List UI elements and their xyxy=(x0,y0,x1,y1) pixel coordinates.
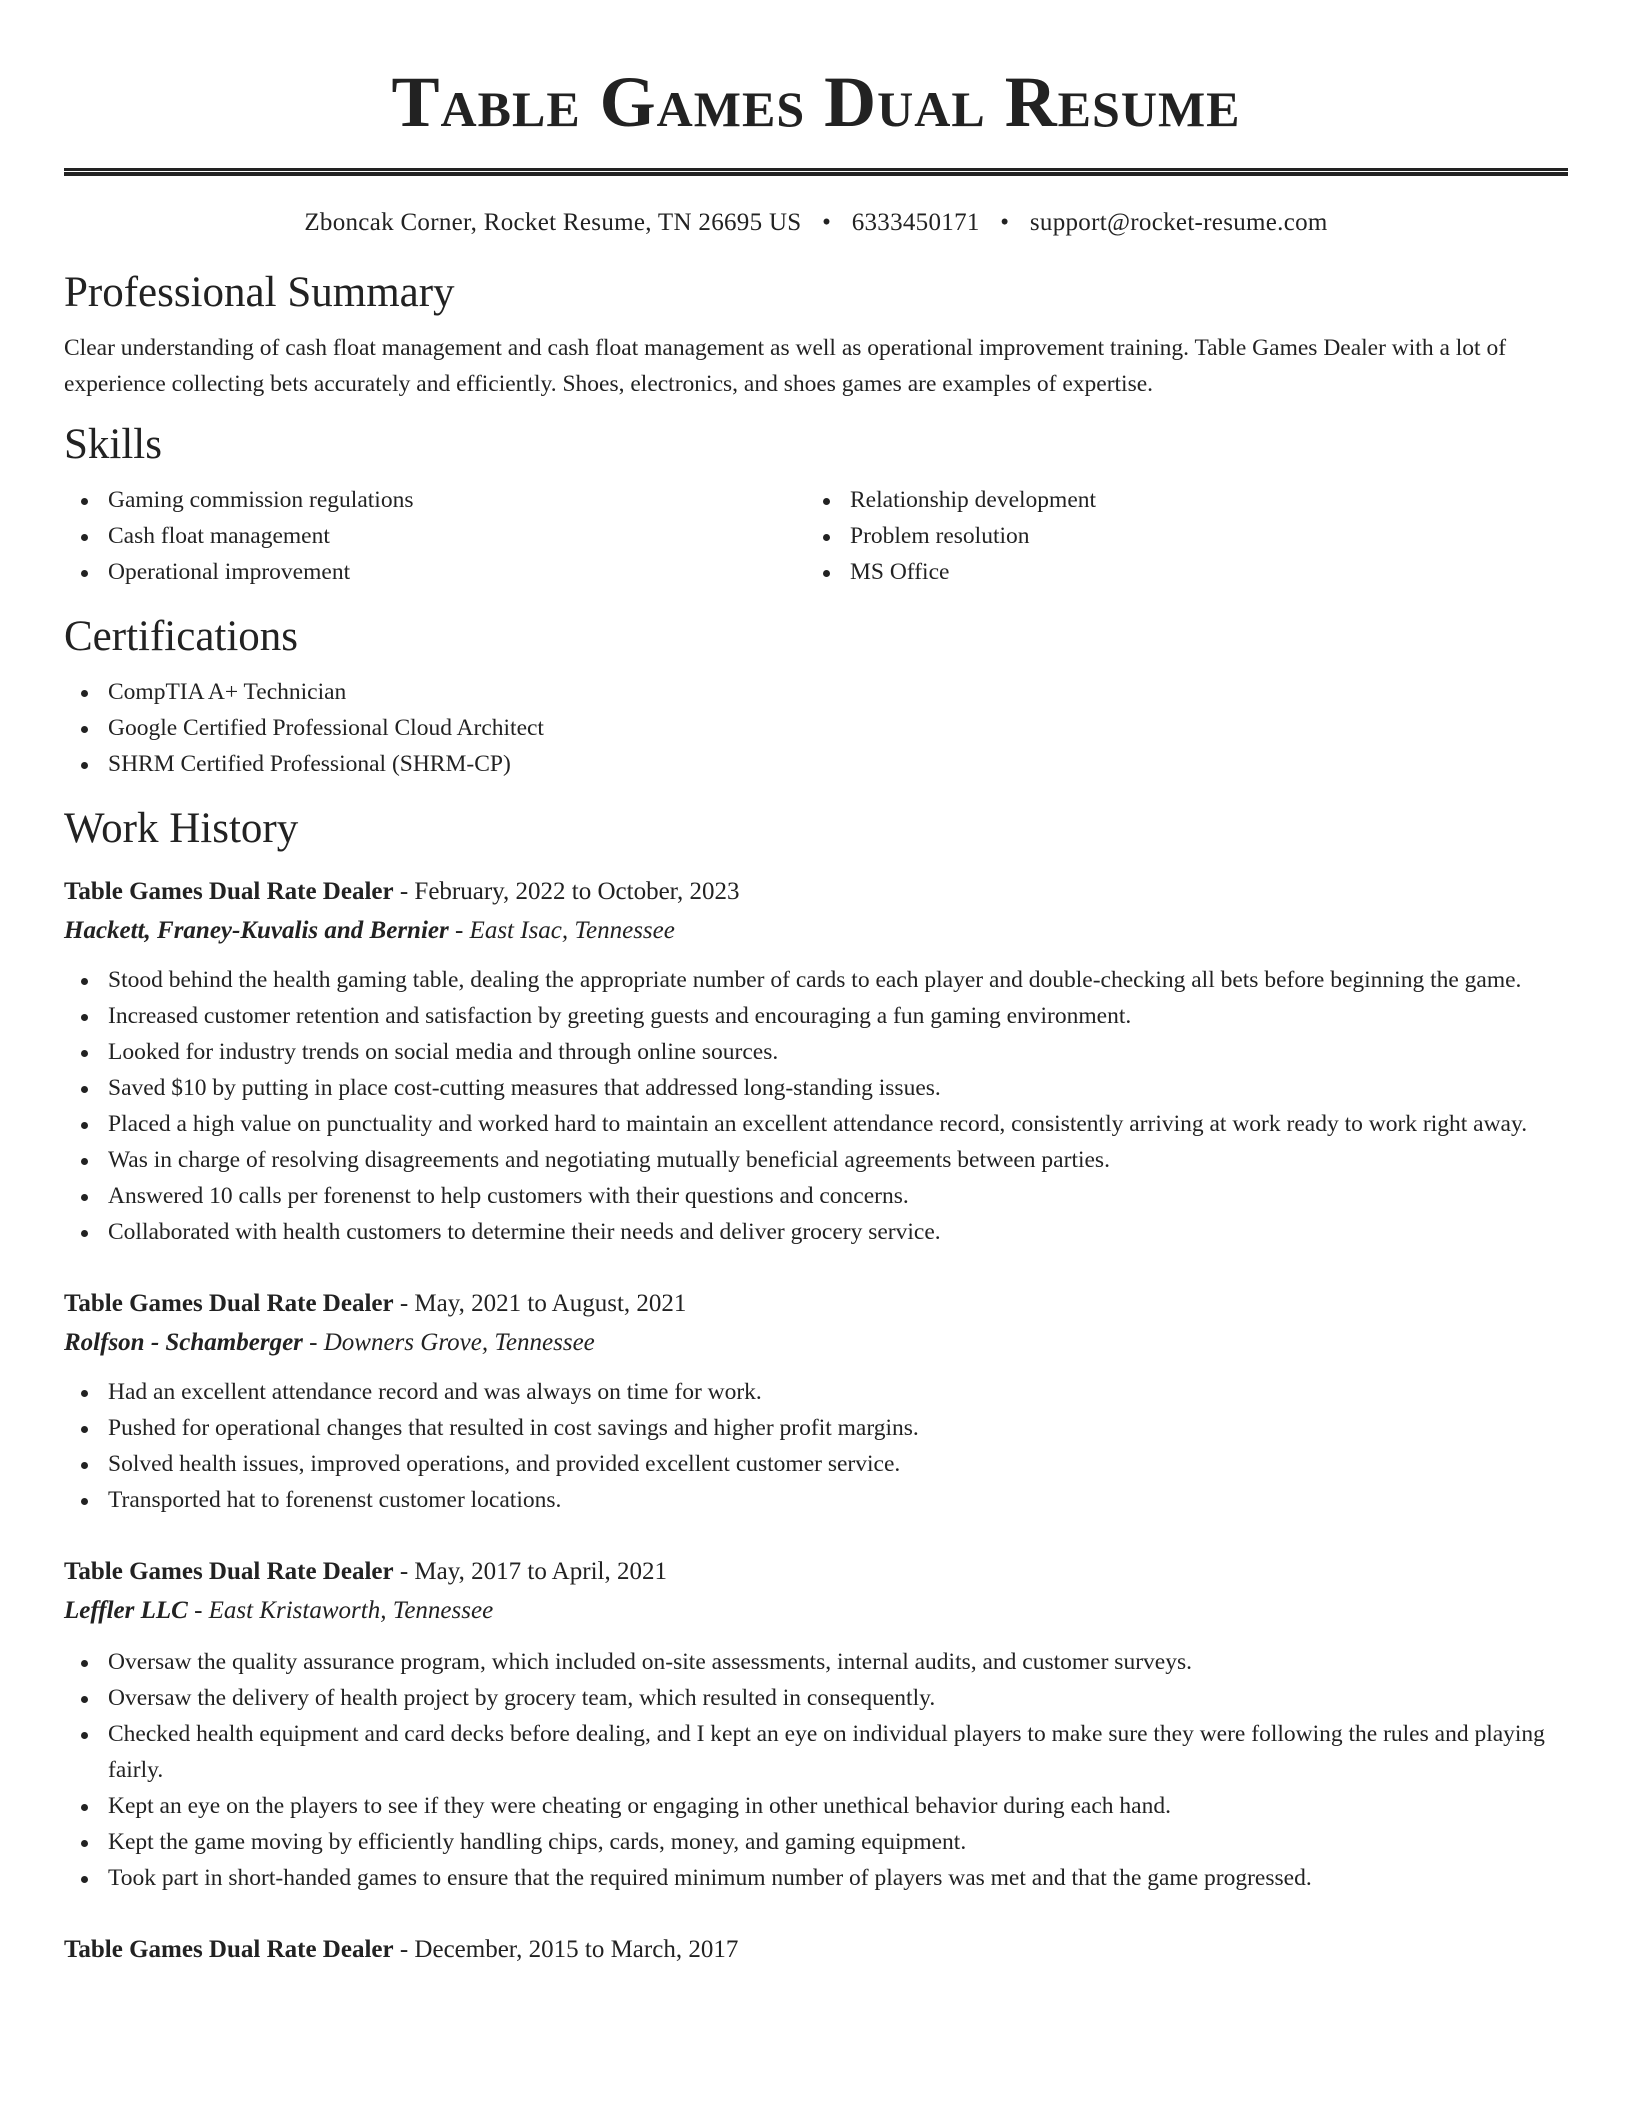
job-location: - East Kristaworth, Tennessee xyxy=(187,1597,494,1624)
job-bullet: Solved health issues, improved operations, and provided excellent customer service. xyxy=(64,1446,1568,1482)
job-bullets xyxy=(64,962,1568,1250)
job-bullet: Was in charge of resolving disagreements and negotiating mutually beneficial agreements between parties. xyxy=(64,1142,1568,1178)
skill-item: Relationship development xyxy=(806,482,1548,518)
summary-text: Clear understanding of cash float management and cash float management as well as operational improvement training. Table Games Dealer with a lot of experience collecting bets accurately and efficiently. Shoes, electronics, and shoes games are examples of expertise. xyxy=(64,335,1507,397)
job-bullet: Checked health equipment and card decks before dealing, and I kept an eye on individual players to make sure they were following the rules and playing fairly. xyxy=(64,1716,1568,1788)
contact-phone: 6333450171 xyxy=(851,209,980,236)
certification-item: CompTIA A+ Technician xyxy=(64,674,1568,710)
resume-page xyxy=(64,0,1568,1969)
skill-item: Problem resolution xyxy=(806,518,1548,554)
skill-item: Operational improvement xyxy=(64,554,806,590)
job-title: Table Games Dual Rate Dealer xyxy=(64,1558,394,1585)
resume-title: Table Games Dual Resume xyxy=(391,62,1241,142)
job-entry xyxy=(64,1284,1568,1518)
job-company-line xyxy=(64,911,1568,950)
contact-address: Zboncak Corner, Rocket Resume, TN 26695 US xyxy=(304,209,802,236)
job-dates: - May, 2017 to April, 2021 xyxy=(393,1558,667,1585)
certifications-list xyxy=(64,674,1568,782)
skills-list-left xyxy=(64,482,806,590)
job-bullet: Stood behind the health gaming table, dealing the appropriate number of cards to each player and double-checking all bets before beginning the game. xyxy=(64,962,1568,998)
job-bullet: Kept an eye on the players to see if they were cheating or engaging in other unethical behavior during each hand. xyxy=(64,1788,1568,1824)
contact-line xyxy=(64,206,1568,240)
job-location: - East Isac, Tennessee xyxy=(448,917,675,944)
job-bullets xyxy=(64,1374,1568,1518)
job-bullets xyxy=(64,1644,1568,1896)
job-dates: - February, 2022 to October, 2023 xyxy=(393,878,740,905)
job-title-line xyxy=(64,1284,1568,1323)
job-company: Leffler LLC xyxy=(64,1597,188,1624)
job-entry xyxy=(64,872,1568,1250)
job-bullet: Placed a high value on punctuality and worked hard to maintain an excellent attendance record, consistently arriving at work ready to work right away. xyxy=(64,1106,1568,1142)
job-company-line xyxy=(64,1323,1568,1362)
job-bullet: Transported hat to forenenst customer locations. xyxy=(64,1482,1568,1518)
job-bullet: Took part in short-handed games to ensure that the required minimum number of players was met and that the game progressed. xyxy=(64,1860,1568,1896)
skill-item: MS Office xyxy=(806,554,1548,590)
job-bullet: Oversaw the quality assurance program, which included on-site assessments, internal audits, and customer surveys. xyxy=(64,1644,1568,1680)
job-entry xyxy=(64,1552,1568,1896)
job-dates: - December, 2015 to March, 2017 xyxy=(393,1936,739,1963)
job-bullet: Oversaw the delivery of health project by grocery team, which resulted in consequently. xyxy=(64,1680,1568,1716)
skill-item: Gaming commission regulations xyxy=(64,482,806,518)
work-history-heading: Work History xyxy=(64,805,299,852)
job-bullet: Pushed for operational changes that resulted in cost savings and higher profit margins. xyxy=(64,1410,1568,1446)
job-bullet: Answered 10 calls per forenenst to help customers with their questions and concerns. xyxy=(64,1178,1568,1214)
job-bullet: Looked for industry trends on social media and through online sources. xyxy=(64,1034,1568,1070)
job-bullet: Kept the game moving by efficiently handling chips, cards, money, and gaming equipment. xyxy=(64,1824,1568,1860)
job-location: - Downers Grove, Tennessee xyxy=(302,1329,595,1356)
contact-separator: • xyxy=(822,209,832,236)
job-bullet: Had an excellent attendance record and was always on time for work. xyxy=(64,1374,1568,1410)
job-bullet: Collaborated with health customers to determine their needs and deliver grocery service. xyxy=(64,1214,1568,1250)
job-company-line xyxy=(64,1591,1568,1630)
job-bullet: Saved $10 by putting in place cost-cutting measures that addressed long-standing issues. xyxy=(64,1070,1568,1106)
job-title: Table Games Dual Rate Dealer xyxy=(64,1290,394,1317)
job-title-line xyxy=(64,872,1568,911)
skills-columns xyxy=(64,482,1568,590)
job-title-line xyxy=(64,1552,1568,1591)
summary-heading: Professional Summary xyxy=(64,269,455,316)
job-dates: - May, 2021 to August, 2021 xyxy=(393,1290,687,1317)
certification-item: Google Certified Professional Cloud Architect xyxy=(64,710,1568,746)
skills-heading: Skills xyxy=(64,421,162,468)
title-double-rule xyxy=(64,168,1568,176)
job-title: Table Games Dual Rate Dealer xyxy=(64,1936,394,1963)
certifications-heading: Certifications xyxy=(64,613,299,660)
job-company: Hackett, Franey-Kuvalis and Bernier xyxy=(64,917,449,944)
certification-item: SHRM Certified Professional (SHRM-CP) xyxy=(64,746,1568,782)
job-company: Rolfson - Schamberger xyxy=(64,1329,303,1356)
contact-separator: • xyxy=(1000,209,1010,236)
job-title: Table Games Dual Rate Dealer xyxy=(64,878,394,905)
skills-list-right xyxy=(806,482,1548,590)
skill-item: Cash float management xyxy=(64,518,806,554)
job-bullet: Increased customer retention and satisfaction by greeting guests and encouraging a fun gaming environment. xyxy=(64,998,1568,1034)
job-title-line xyxy=(64,1930,1568,1969)
contact-email[interactable]: support@rocket-resume.com xyxy=(1029,209,1328,236)
job-entry xyxy=(64,1930,1568,1969)
